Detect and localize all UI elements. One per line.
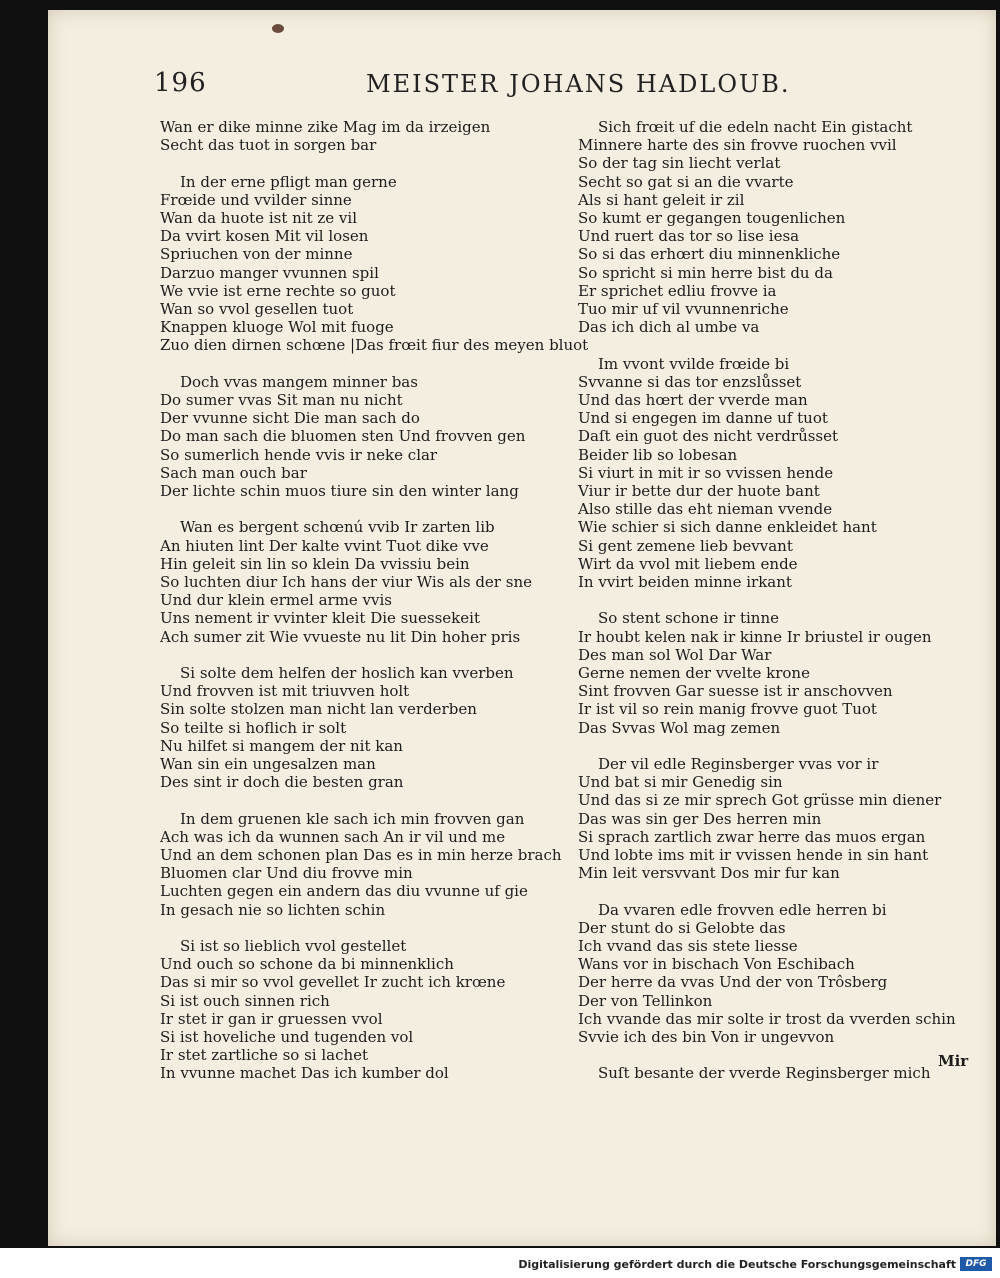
verse-line: Min leit versvvant Dos mir fur kan <box>578 864 840 883</box>
verse-line: Und ouch so schone da bi minnenklich <box>160 955 454 974</box>
verse-line: Sint frovven Gar suesse ist ir anschovven <box>578 682 893 701</box>
verse-line: So sumerlich hende vvis ir neke clar <box>160 445 438 464</box>
verse-line: Ir ist vil so rein manig frovve guot Tuot <box>578 700 877 719</box>
verse-line: Der stunt do si Gelobte das <box>578 918 786 937</box>
verse-line: Doch vvas mangem minner bas <box>180 372 418 391</box>
verse-line: Ir stet zartliche so si lachet <box>160 1046 369 1065</box>
stanza <box>160 664 560 791</box>
verse-line: Des man sol Wol Dar War <box>578 645 772 664</box>
verse-line: In vvunne machet Das ich kumber dol <box>160 1064 449 1083</box>
verse-line: Der lichte schin muos tiure sin den winter lang <box>160 482 519 501</box>
verse-line: Der herre da vvas Und der von Trôsberg <box>578 973 888 992</box>
verse-line: So der tag sin liecht verlat <box>578 154 781 173</box>
verse-line: Der vil edle Reginsberger vvas vor ir <box>598 755 879 774</box>
verse-line: Secht das tuot in sorgen bar <box>160 136 377 155</box>
verse-line: Wie schier si sich danne enkleidet hant <box>578 518 877 537</box>
verse-line: Da vvaren edle frovven edle herren bi <box>598 900 887 919</box>
verse-line: Also stille das eht nieman vvende <box>578 500 833 519</box>
verse-line: Sin solte stolzen man nicht lan verderben <box>160 700 477 719</box>
catchword: Mir <box>938 1052 969 1070</box>
footer <box>0 1256 1000 1276</box>
verse-line: Si ist so lieblich vvol gestellet <box>180 937 407 956</box>
verse-line: Wan er dike minne zike Mag im da irzeigen <box>160 118 491 136</box>
verse-line: Knappen kluoge Wol mit fuoge <box>160 318 394 337</box>
verse-line: Und bat si mir Genedig sin <box>578 773 783 792</box>
verse-line: Spriuchen von der minne <box>160 245 353 264</box>
verse-line: Si ist hoveliche und tugenden vol <box>160 1028 414 1047</box>
stanza <box>578 755 988 882</box>
verse-line: So spricht si min herre bist du da <box>578 263 833 282</box>
verse-line: In der erne pfligt man gerne <box>180 172 397 191</box>
verse-line: Si sprach zartlich zwar herre das muos ergan <box>578 827 926 846</box>
stanza <box>578 901 988 1047</box>
verse-line: Wirt da vvol mit liebem ende <box>578 554 798 573</box>
stanza <box>160 172 589 355</box>
verse-line: Daſt ein guot des nicht verdrůsset <box>578 427 839 446</box>
verse-line: Da vvirt kosen Mit vil losen <box>160 227 369 246</box>
verse-line: Und das si ze mir sprech Got grüsse min diener <box>578 791 942 810</box>
verse-line: Ir stet ir gan ir gruessen vvol <box>160 1009 383 1028</box>
verse-line: Svvie ich des bin Von ir ungevvon <box>578 1028 835 1047</box>
verse-line: Das Svvas Wol mag zemen <box>578 718 781 737</box>
stanza <box>578 609 988 736</box>
verse-line: In dem gruenen kle sach ich min frovven gan <box>180 809 525 828</box>
right-column <box>578 118 988 1101</box>
running-title: MEISTER JOHANS HADLOUB. <box>366 70 791 98</box>
stanza <box>160 518 560 645</box>
verse-line: Hin geleit sin lin so klein Da vvissiu bein <box>160 554 470 573</box>
verse-line: Uns nement ir vvinter kleit Die suessekeit <box>160 609 480 628</box>
verse-line: Ach sumer zit Wie vvueste nu lit Din hoher pris <box>160 627 521 646</box>
verse-line: Luchten gegen ein andern das diu vvunne uf gie <box>160 882 528 901</box>
verse-line: Wan sin ein ungesalzen man <box>160 755 376 774</box>
verse-line: Do sumer vvas Sit man nu nicht <box>160 391 403 410</box>
verse-line: Und ruert das tor so lise iesa <box>578 227 800 246</box>
verse-line: Bluomen clar Und diu frovve min <box>160 864 413 883</box>
stanza <box>160 118 560 154</box>
verse-line: Ir houbt kelen nak ir kinne Ir briustel ir ougen <box>578 627 932 646</box>
verse-line: Do man sach die bluomen sten Und frovven gen <box>160 427 526 446</box>
verse-line: Viur ir bette dur der huote bant <box>578 482 820 501</box>
dfg-logo: DFG <box>960 1257 992 1271</box>
verse-line: Si gent zemene lieb bevvant <box>578 536 793 555</box>
verse-line: Secht so gat si an die vvarte <box>578 172 794 191</box>
verse-line: Und lobte ims mit ir vvissen hende in sin hant <box>578 846 929 865</box>
verse-line: Gerne nemen der vvelte krone <box>578 664 810 683</box>
verse-line: In gesach nie so lichten schin <box>160 900 386 919</box>
verse-line: So luchten diur Ich hans der viur Wis als der sne <box>160 573 532 592</box>
verse-line: Svvanne si das tor enzslůsset <box>578 372 802 391</box>
page-header <box>48 68 996 102</box>
verse-line: Als si hant geleit ir zil <box>578 190 745 209</box>
verse-line: Und an dem schonen plan Das es in min herze brach <box>160 846 562 865</box>
verse-line: Und si engegen im danne uf tuot <box>578 409 828 428</box>
verse-line: Tuo mir uf vil vvunnenriche <box>578 300 789 319</box>
verse-line: Des sint ir doch die besten gran <box>160 773 404 792</box>
verse-line: Der vvunne sicht Die man sach do <box>160 409 420 428</box>
verse-line: Wans vor in bischach Von Eschibach <box>578 955 855 974</box>
verse-line: Sich frœit uf die edeln nacht Ein gistacht <box>598 118 913 136</box>
verse-line: Darzuo manger vvunnen spil <box>160 263 379 282</box>
verse-line: So si das erhœrt diu minnenkliche <box>578 245 841 264</box>
verse-line: Ach was ich da wunnen sach An ir vil und me <box>160 827 506 846</box>
verse-line: Si solte dem helfen der hoslich kan vverben <box>180 664 514 683</box>
verse-line: Nu hilfet si mangem der nit kan <box>160 736 403 755</box>
stanza <box>160 937 560 1083</box>
verse-line: Zuo dien dirnen schœne |Das frœit fiur des meyen bluot <box>160 336 589 355</box>
verse-line: Ich vvande das mir solte ir trost da vverden schin <box>578 1009 956 1028</box>
verse-line: Und das hœrt der vverde man <box>578 391 808 410</box>
verse-line: Wan so vvol gesellen tuot <box>160 300 354 319</box>
verse-line: Im vvont vvilde frœide bi <box>598 354 790 373</box>
verse-line: Frœide und vvilder sinne <box>160 190 352 209</box>
verse-line: Si ist ouch sinnen rich <box>160 991 330 1010</box>
page-number: 196 <box>154 68 207 98</box>
verse-line: Minnere harte des sin frovve ruochen vvil <box>578 136 897 155</box>
verse-line: Ich vvand das sis stete liesse <box>578 937 798 956</box>
verse-line: Und frovven ist mit triuvven holt <box>160 682 410 701</box>
stanza <box>160 810 560 919</box>
verse-line: Sach man ouch bar <box>160 463 307 482</box>
book-page <box>48 10 996 1246</box>
verse-line: Das ich dich al umbe va <box>578 318 760 337</box>
verse-line: Das was sin ger Des herren min <box>578 809 822 828</box>
footer-credit: Digitalisierung gefördert durch die Deutsche Forschungsgemeinschaft <box>518 1258 956 1271</box>
verse-line: Beider lib so lobesan <box>578 445 738 464</box>
verse-line: In vvirt beiden minne irkant <box>578 573 792 592</box>
verse-line: Wan da huote ist nit ze vil <box>160 209 357 227</box>
verse-line: So stent schone ir tinne <box>598 609 779 628</box>
verse-line: Das si mir so vvol gevellet Ir zucht ich krœne <box>160 973 506 992</box>
left-column <box>160 118 589 1101</box>
stanza <box>578 1064 988 1082</box>
verse-line: Er sprichet edliu frovve ia <box>578 281 777 300</box>
ink-spot <box>272 24 284 33</box>
stanza <box>578 118 988 336</box>
verse-line: Und dur klein ermel arme vvis <box>160 591 393 610</box>
verse-line: We vvie ist erne rechte so guot <box>160 281 396 300</box>
verse-line: So teilte si hoflich ir solt <box>160 718 347 737</box>
verse-line: Wan es bergent schœnú vvib Ir zarten lib <box>180 518 495 537</box>
verse-line: Si viurt in mit ir so vvissen hende <box>578 463 834 482</box>
stanza <box>578 355 988 592</box>
stanza <box>160 373 560 500</box>
verse-line: Suſt besante der vverde Reginsberger mich <box>598 1064 931 1083</box>
verse-line: So kumt er gegangen tougenlichen <box>578 209 846 228</box>
verse-line: An hiuten lint Der kalte vvint Tuot dike vve <box>160 536 489 555</box>
verse-line: Der von Tellinkon <box>578 991 713 1010</box>
